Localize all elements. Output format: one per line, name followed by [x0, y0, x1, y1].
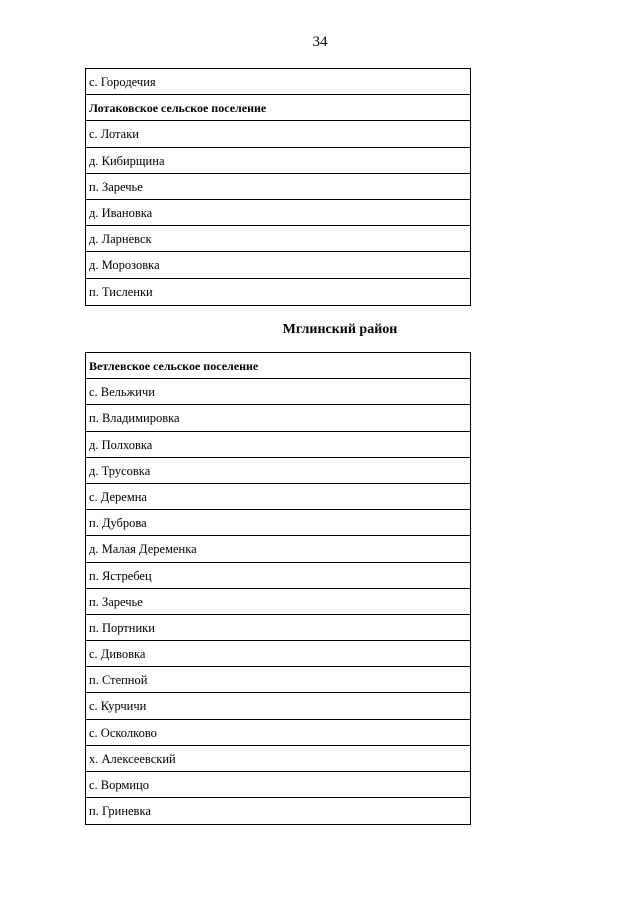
table-row: с. Городечия: [86, 69, 470, 95]
settlements-table-1: [85, 68, 471, 306]
table-row: п. Дуброва: [86, 510, 470, 536]
table-row: п. Портники: [86, 615, 470, 641]
table-row: п. Степной: [86, 667, 470, 693]
table-row: п. Ястребец: [86, 563, 470, 589]
table-section-header: Лотаковское сельское поселение: [86, 95, 470, 121]
table-row: п. Заречье: [86, 174, 470, 200]
table-row: п. Тисленки: [89, 284, 153, 299]
table-row: д. Полховка: [86, 432, 470, 458]
table-row: д. Кибирщина: [86, 148, 470, 174]
table-row: с. Вормицо: [86, 772, 470, 798]
table-row: х. Алексеевский: [86, 746, 470, 772]
page-number: 34: [312, 34, 328, 50]
table-row: д. Морозовка: [86, 252, 470, 278]
table-row: п. Владимировка: [86, 405, 470, 431]
table-row: п. Гриневка: [89, 804, 151, 819]
settlements-table-2: [85, 352, 471, 825]
table-section-header: Ветлевское сельское поселение: [86, 353, 470, 379]
table-row: д. Малая Деременка: [86, 536, 470, 562]
table-row: с. Лотаки: [86, 121, 470, 147]
table-row: с. Осколково: [86, 720, 470, 746]
table-row: д. Ларневск: [86, 226, 470, 252]
table-row: д. Ивановка: [86, 200, 470, 226]
table-row: с. Вельжичи: [86, 379, 470, 405]
table-row: с. Дивовка: [86, 641, 470, 667]
table-row: с. Курчичи: [86, 693, 470, 719]
table-row: с. Деремна: [86, 484, 470, 510]
section-title: Мглинский район: [282, 322, 398, 337]
table-row: д. Трусовка: [86, 458, 470, 484]
table-row: п. Заречье: [86, 589, 470, 615]
